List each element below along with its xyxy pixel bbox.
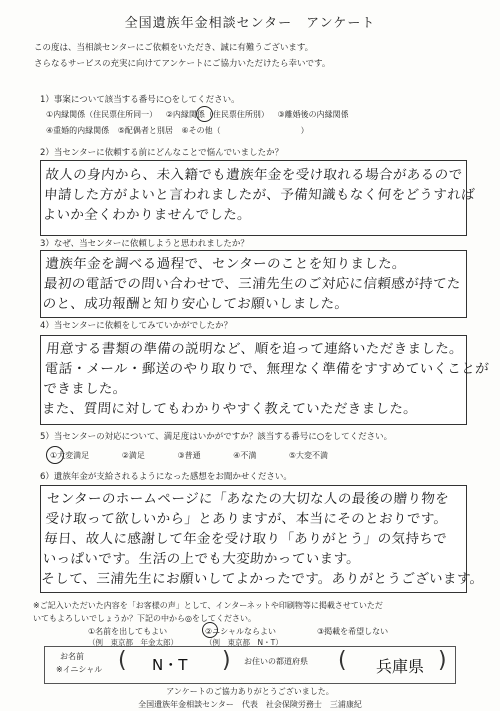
q5-option-3[interactable]: ③普通 <box>177 451 201 460</box>
answer-line: できました。 <box>42 381 128 397</box>
q5-options <box>50 450 328 461</box>
consent-line: ※ご記入いただいた内容を「お客様の声」として、インターネットや印刷物等に掲載させていただ <box>33 601 383 610</box>
selection-circle <box>202 622 218 638</box>
q4-answer <box>41 339 491 419</box>
close-bracket: ) <box>222 648 231 673</box>
q1-option-6[interactable]: ⑥その他（ ） <box>181 126 309 135</box>
q1-option-3[interactable]: ③離婚後の内縁関係 <box>277 110 349 119</box>
page-title: 全国遺族年金相談センター アンケート <box>124 16 376 31</box>
q1-option-2[interactable]: ②内縁関係（住民票住所別） <box>165 110 269 119</box>
q5-option-4[interactable]: ④不満 <box>233 451 257 460</box>
q5-question: 5）当センターの対応について、満足度はいかがですか？該当する番号に○をしてください。 <box>40 432 393 442</box>
close-bracket: ) <box>438 648 447 673</box>
q4-question: 4）当センターに依頼をしてみていかがでしたか？ <box>40 321 233 331</box>
q5-option-2[interactable]: ②満足 <box>121 451 145 460</box>
prefecture-label: お住いの都道府県 <box>244 657 308 666</box>
consent-line: いてもよろしいでしょうか？下記の中から◎をしてください。 <box>33 614 256 623</box>
prefecture-value[interactable]: 兵庫県 <box>376 657 425 676</box>
consent-example-2: （例 東京都 N・T） <box>205 638 283 647</box>
answer-line: 電話・メール・郵送のやり取りで、無理なく準備をすすめていくことが <box>44 361 490 377</box>
open-bracket: ( <box>118 648 127 673</box>
footer-org: 全国遺族年金相談センター 代表 社会保険労務士 三浦康紀 <box>138 700 362 709</box>
answer-line: センターのホームページに「あなたの大切な人の最後の贈り物を <box>46 491 450 507</box>
q6-answer <box>41 489 490 589</box>
open-bracket: ( <box>338 648 347 673</box>
q3-question: 3）なぜ、当センターに依頼しようと思われましたか？ <box>40 239 249 249</box>
answer-line: 毎日、故人に感謝して年金を受け取り「ありがとう」の気持ちで <box>43 531 448 547</box>
consent-example-1: （例 東京都 年金太郎） <box>88 638 178 647</box>
consent-option-1[interactable]: ①名前を出してもよい <box>88 627 168 636</box>
q1-question: 1）事案について該当する番号に○をしてください。 <box>40 95 240 105</box>
q2-question: 2）当センターに依頼する前にどんなことで悩んでいましたか？ <box>40 148 284 158</box>
consent-option-3[interactable]: ③掲載を希望しない <box>317 627 389 636</box>
q1-option-5[interactable]: ⑤配偶者と別居 <box>117 126 173 135</box>
intro-line: さらなるサービスの充実に向けてアンケートにご協力いただけたら幸いです。 <box>34 59 331 69</box>
intro-text <box>34 40 330 72</box>
answer-line: 受け取って欲しいから」とありますが、本当にそのとおりです。 <box>44 511 448 527</box>
answer-line: いっぱいです。生活の上でも大変助かっています。 <box>42 551 361 567</box>
answer-line: 遺族年金を調べる過程で、センターのことを知りました。 <box>44 256 407 272</box>
answer-line: そして、三浦先生にお願いしてよかったです。ありがとうございます。 <box>40 571 485 587</box>
selection-circle <box>46 446 64 464</box>
q3-answer <box>42 254 463 314</box>
answer-line: 故人の身内から、未入籍でも遺族年金を受け取れる場合があるので <box>44 167 463 183</box>
answer-line: 申請した方がよいと言われましたが、予備知識もなく何をどうすれば <box>43 187 476 203</box>
answer-line: 最初の電話での問い合わせで、三浦先生のご対応に信頼感が持てた <box>43 276 462 292</box>
name-sublabel: ※イニシャル <box>56 665 103 674</box>
q1-option-4[interactable]: ④重婚的内縁関係 <box>46 126 110 135</box>
q1-option-1[interactable]: ①内縁関係（住民票住所同一） <box>46 110 158 119</box>
name-label: お名前 <box>60 652 84 661</box>
consent-option-2[interactable]: ②ニシャルならよい <box>205 627 277 636</box>
q5-option-1[interactable]: ①大変満足 <box>50 451 90 460</box>
answer-line: よいか全くわかりませんでした。 <box>42 207 252 223</box>
answer-line: 用意する書類の準備の説明など、順を追って連絡いただきました。 <box>45 341 464 357</box>
answer-line: また、質問に対してもわかりやすく教えていただきました。 <box>41 401 418 417</box>
q2-answer <box>42 165 477 225</box>
intro-line: この度は、当相談センターにご依頼をいただき、誠に有難うございます。 <box>34 43 314 53</box>
q6-question: 6）遺族年金が支給されるようになった感想をお聞かせください。 <box>40 472 292 482</box>
q1-options-row2 <box>46 125 315 136</box>
q5-option-5[interactable]: ⑤大変不満 <box>288 451 329 460</box>
footer-thanks: アンケートのご協力ありがとうございました。 <box>166 687 334 696</box>
answer-line: のと、成功報酬と知り安心してお願いしました。 <box>42 296 349 312</box>
name-value[interactable]: N・T <box>152 656 188 674</box>
selection-circle <box>196 106 213 122</box>
